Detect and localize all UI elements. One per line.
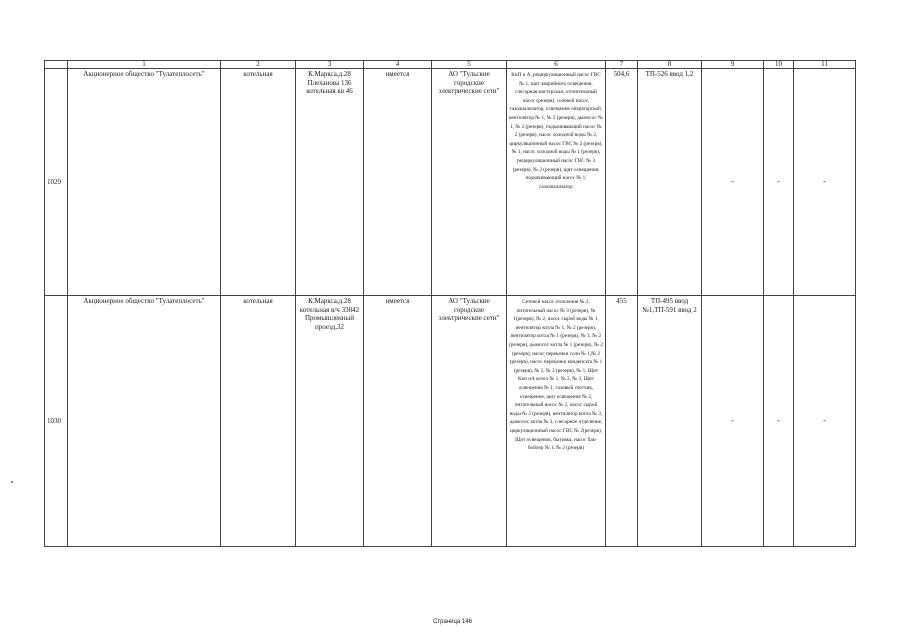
cell-col-10: - xyxy=(764,296,794,547)
row-number: 1029 xyxy=(45,69,68,296)
header-cell-5: 5 xyxy=(432,61,507,69)
cell-equipment-list: Сетевой насос отопления № 2, питательный насос № 3 (резерв), № 1(резерв), № 2, насос сырой воды № 1, вентилятор котла № 1, № 2 (резерв), вентилятор котла № 1 (резерв), № 3, № 2 (резерв), дымосос котла № 1 (резерв), № 2 (резерв), насос перекачки соли № 1,№ 2 (резерв), насос перекачки конденсата № 1 (резерв), № 2, № 3 (резерв), № 1, Щит Кип нА котел № 1, № 2, № 3, Щит освещения № 1, газовый счетчик, освещение, щит освещения № 2, питательный насос № 2, насос сырой воды № 2 (резерв), вентилятор котла № 3, дымосос котла № 3, слесарное отделение, циркуляционный насос ГВС № 2(резерв), Щит освещения, бытовка, насос бак-бойлер № 1, № 2 (резерв) xyxy=(507,296,606,547)
cell-organization: Акционерное общество "Тулатеплосеть" xyxy=(68,69,221,296)
cell-network-company: АО "Тульские городские электрические сети" xyxy=(432,69,507,296)
cell-network-company: АО "Тульские городские электрические сети" xyxy=(432,296,507,547)
data-table xyxy=(44,60,856,547)
header-row xyxy=(45,61,856,69)
header-cell-3: 3 xyxy=(296,61,364,69)
header-cell-4: 4 xyxy=(364,61,432,69)
cell-col-9: - xyxy=(702,296,764,547)
header-cell-corner xyxy=(45,61,68,69)
header-cell-8: 8 xyxy=(638,61,702,69)
header-cell-1: 1 xyxy=(68,61,221,69)
header-cell-6: 6 xyxy=(507,61,606,69)
cell-object-type: котельная xyxy=(221,296,296,547)
header-cell-7: 7 xyxy=(606,61,638,69)
header-cell-9: 9 xyxy=(702,61,764,69)
cell-equipment-list: КиП и А, рециркуляционный насос ГВС № 1, щит аварийного освещения, слесарная мастерская, отопительный насос (резерв), солевой насос, газоанализатор, освещение операторской, вентилятор № 1, № 2 (резерв), дымосос № 1, № 2 (резерв), подкачивающий насос № 2 (резерв), насос холодной воды № 2, циркуляционный насос ГВС № 2 (резерв), № 1, насос холодной воды № 1 (резерв), рециркуляционный насос ГВС № 3 (резерв), № 2 (резерв), щит освещения, подкачивающий насос № 1, газоанализатор xyxy=(507,69,606,296)
cell-substation: ТП-526 ввод 1,2 xyxy=(638,69,702,296)
table-row xyxy=(45,296,856,547)
cell-power: 504,6 xyxy=(606,69,638,296)
cell-availability: имеется xyxy=(364,69,432,296)
cell-power: 455 xyxy=(606,296,638,547)
header-cell-2: 2 xyxy=(221,61,296,69)
scan-speck xyxy=(11,481,13,483)
header-cell-10: 10 xyxy=(764,61,794,69)
row-number: 1030 xyxy=(45,296,68,547)
cell-object-type: котельная xyxy=(221,69,296,296)
cell-organization: Акционерное общество "Тулатеплосеть" xyxy=(68,296,221,547)
cell-col-10: - xyxy=(764,69,794,296)
cell-availability: имеется xyxy=(364,296,432,547)
cell-address: К.Маркса,д.28 Плеханова 136 котельная кв 46 xyxy=(296,69,364,296)
cell-substation: ТП-495 ввод №1,ТП-591 ввод 2 xyxy=(638,296,702,547)
table-row xyxy=(45,69,856,296)
header-cell-11: 11 xyxy=(794,61,856,69)
page-number: Страница 146 xyxy=(433,619,472,625)
cell-address: К.Маркса,д.28 котельная в/ч 33842 Промышленный проезд,32 xyxy=(296,296,364,547)
cell-col-9: - xyxy=(702,69,764,296)
cell-col-11: - xyxy=(794,69,856,296)
cell-col-11: - xyxy=(794,296,856,547)
